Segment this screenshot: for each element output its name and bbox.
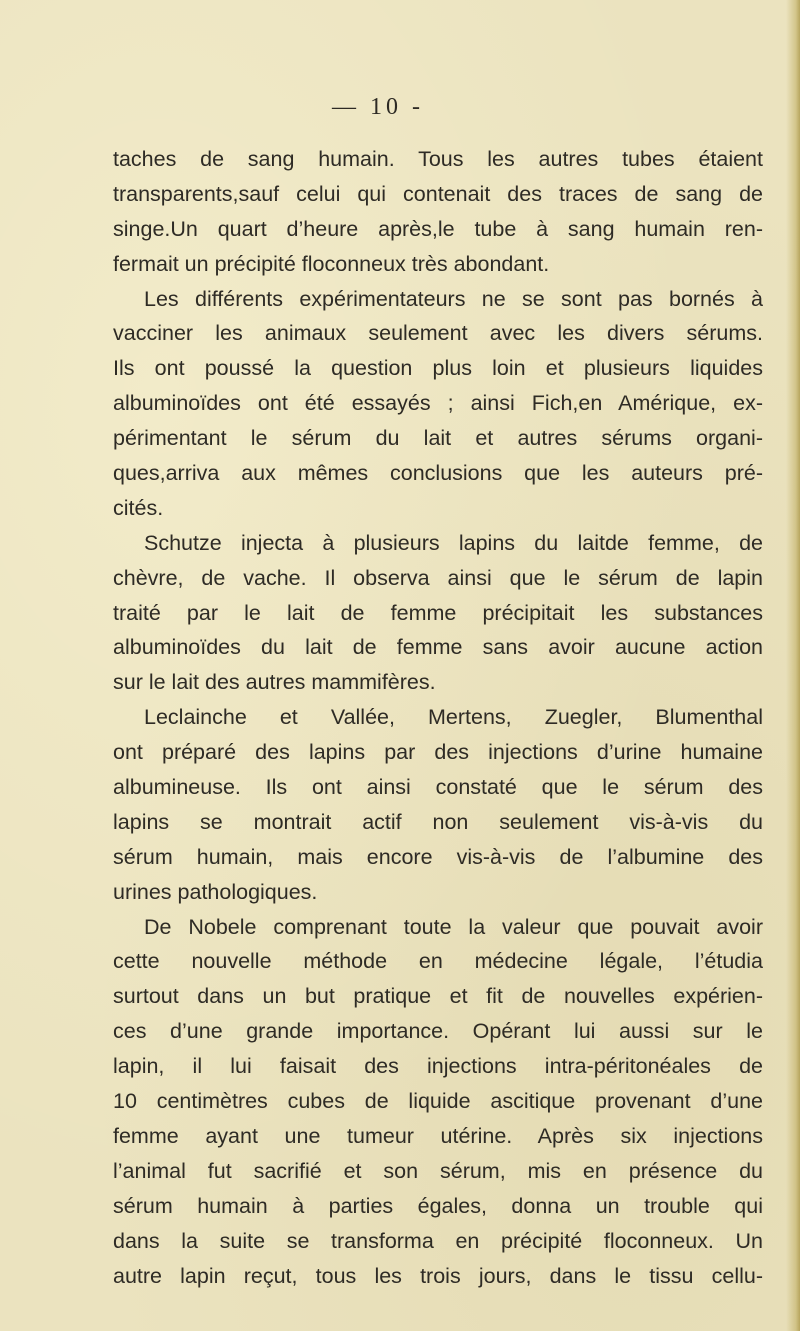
page-number: — 10 - — [332, 94, 424, 120]
text-line: cette nouvelle méthode en médecine légale, l’étudia — [113, 949, 763, 974]
body-text — [113, 142, 763, 1293]
text-line: autre lapin reçut, tous les trois jours, dans le tissu cellu- — [113, 1263, 763, 1288]
text-line: dans la suite se transforma en précipité floconneux. Un — [113, 1228, 763, 1253]
text-line: surtout dans un but pratique et fit de nouvelles expérien- — [113, 984, 763, 1009]
text-line: sérum humain à parties égales, donna un trouble qui — [113, 1193, 763, 1218]
text-line: Schutze injecta à plusieurs lapins du laitde femme, de — [144, 530, 763, 555]
text-line: ont préparé des lapins par des injections d’urine humaine — [113, 740, 763, 765]
text-line: Ils ont poussé la question plus loin et plusieurs liquides — [113, 356, 763, 381]
text-line: ques,arriva aux mêmes conclusions que les auteurs pré- — [113, 461, 763, 486]
text-line: femme ayant une tumeur utérine. Après six injections — [113, 1123, 763, 1148]
text-line: ces d’une grande importance. Opérant lui aussi sur le — [113, 1019, 763, 1044]
text-line: fermait un précipité floconneux très abondant. — [113, 251, 550, 276]
text-line: De Nobele comprenant toute la valeur que pouvait avoir — [144, 914, 763, 939]
text-line: vacciner les animaux seulement avec les divers sérums. — [113, 321, 763, 346]
text-line: lapin, il lui faisait des injections intra-péritonéales de — [113, 1054, 763, 1079]
text-line: albumineuse. Ils ont ainsi constaté que le sérum des — [113, 775, 763, 800]
text-line: traité par le lait de femme précipitait les substances — [113, 600, 763, 625]
text-line: albuminoïdes ont été essayés ; ainsi Fich,en Amérique, ex- — [113, 391, 763, 416]
text-line: sur le lait des autres mammifères. — [113, 670, 436, 695]
text-line: albuminoïdes du lait de femme sans avoir aucune action — [113, 635, 763, 660]
page-edge-shading — [786, 0, 800, 1331]
text-line: sérum humain, mais encore vis-à-vis de l’albumine des — [113, 844, 763, 869]
text-line: urines pathologiques. — [113, 879, 318, 904]
text-line: taches de sang humain. Tous les autres tubes étaient — [113, 147, 763, 171]
text-line: lapins se montrait actif non seulement vis-à-vis du — [113, 809, 763, 834]
text-line: Les différents expérimentateurs ne se sont pas bornés à — [144, 286, 763, 311]
text-line: 10 centimètres cubes de liquide ascitique provenant d’une — [113, 1089, 763, 1114]
text-line: transparents,sauf celui qui contenait des traces de sang de — [113, 181, 763, 206]
text-line: cités. — [113, 495, 164, 520]
text-line: l’animal fut sacrifié et son sérum, mis en présence du — [113, 1158, 763, 1183]
text-line: périmentant le sérum du lait et autres sérums organi- — [113, 426, 763, 451]
text-line: Leclainche et Vallée, Mertens, Zuegler, Blumenthal — [144, 705, 763, 730]
text-line: chèvre, de vache. Il observa ainsi que le sérum de lapin — [113, 565, 763, 590]
text-line: singe.Un quart d’heure après,le tube à sang humain ren- — [113, 216, 763, 241]
